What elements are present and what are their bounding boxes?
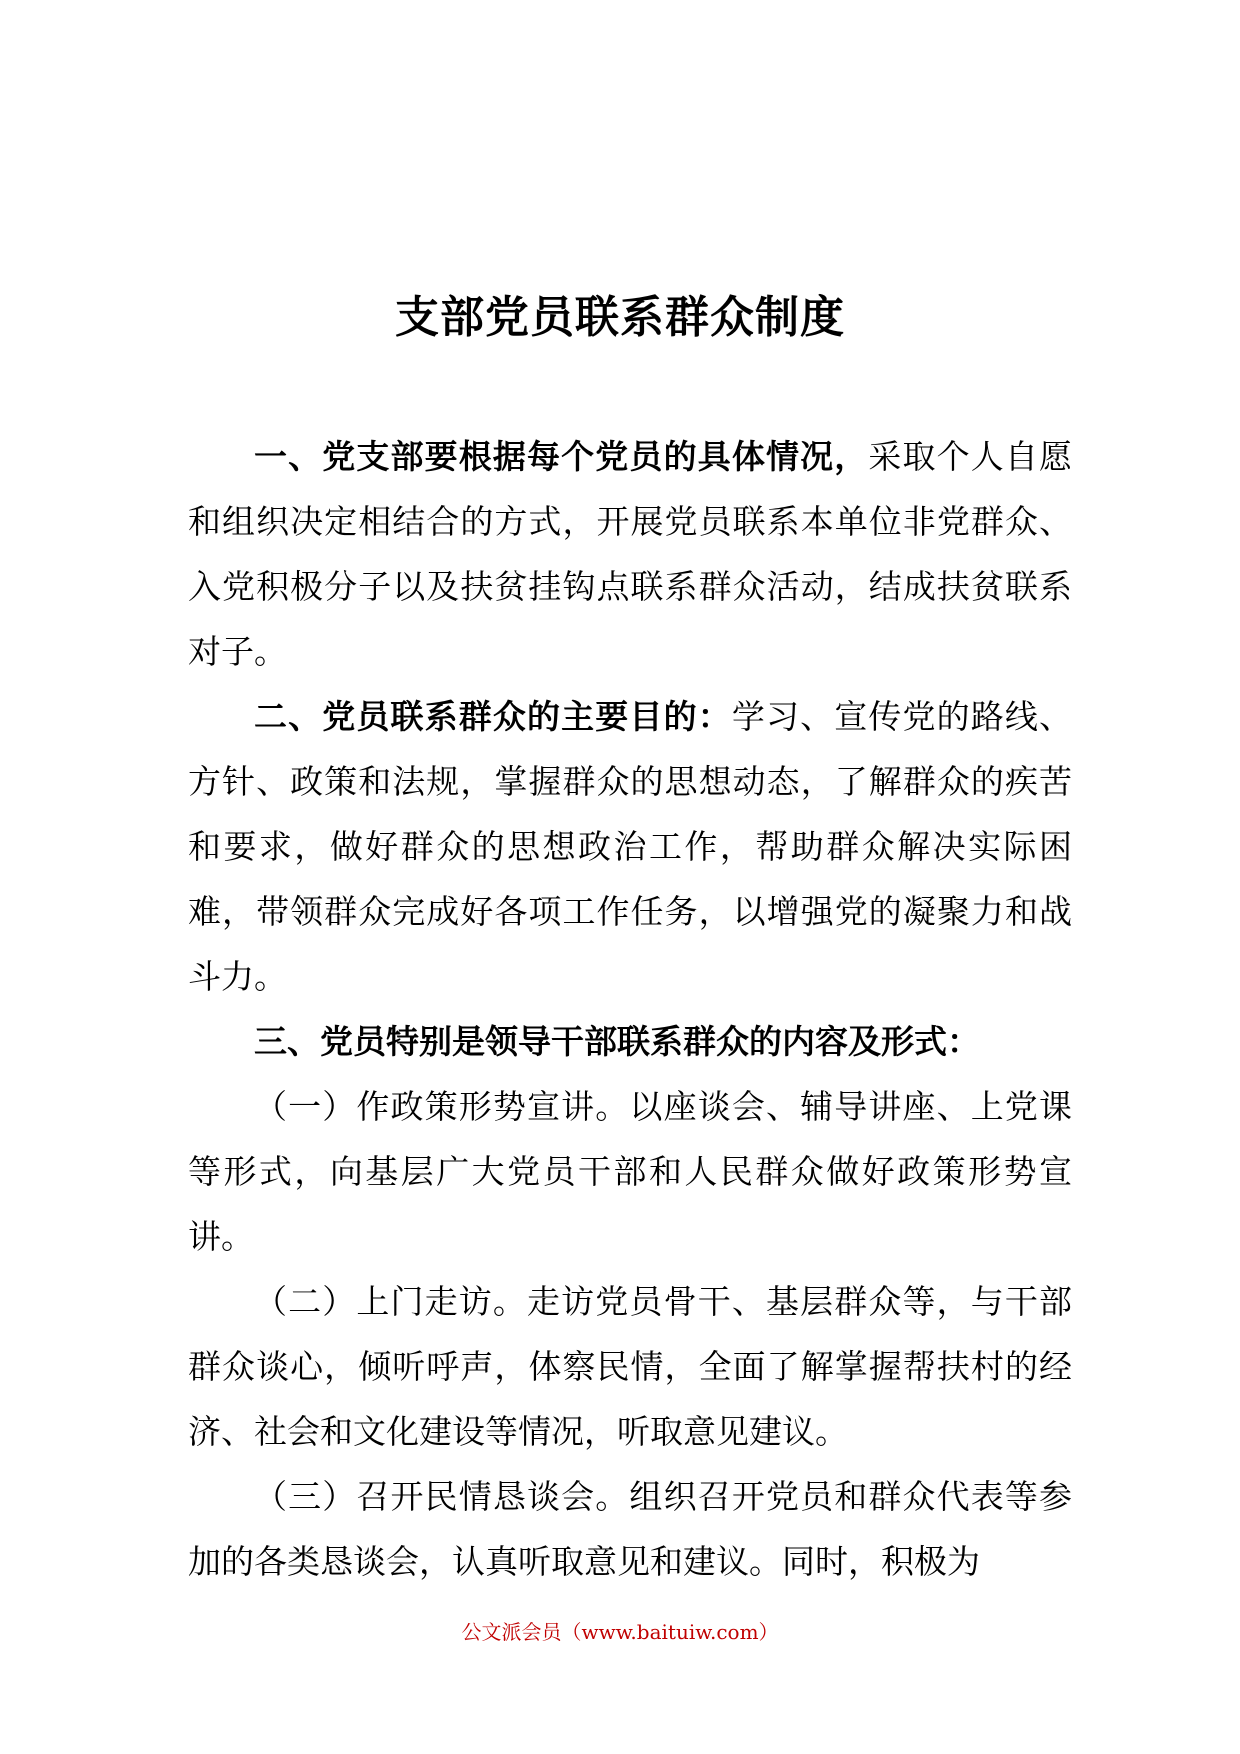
paragraph-3: [188, 1009, 1072, 1074]
paragraph-5-text: （二）上门走访。走访党员骨干、基层群众等，与干部群众谈心，倾听呼声，体察民情，全面了解掌握帮扶村的经济、社会和文化建设等情况，听取意见建议。: [188, 1282, 1072, 1451]
paragraph-1-text: 采取个人自愿和组织决定相结合的方式，开展党员联系本单位非党群众、入党积极分子以及扶贫挂钩点联系群众活动，结成扶贫联系对子。: [188, 437, 1073, 671]
paragraph-5: [188, 1269, 1072, 1464]
document-body: [188, 424, 1072, 1594]
footer-watermark: 公文派会员（www.baituiw.com）: [461, 1620, 779, 1644]
paragraph-1: [188, 424, 1072, 684]
paragraph-2: [188, 684, 1072, 1009]
paragraph-3-lead: 三、党员特别是领导干部联系群众的内容及形式：: [254, 1022, 980, 1061]
paragraph-1-lead: 一、党支部要根据每个党员的具体情况，: [254, 437, 869, 476]
paragraph-2-text: 学习、宣传党的路线、方针、政策和法规，掌握群众的思想动态，了解群众的疾苦和要求，做好群众的思想政治工作，帮助群众解决实际困难，带领群众完成好各项工作任务，以增强党的凝聚力和战斗力。: [188, 697, 1073, 996]
paragraph-4: [188, 1074, 1072, 1269]
paragraph-6-text: （三）召开民情恳谈会。组织召开党员和群众代表等参加的各类恳谈会，认真听取意见和建议。同时，积极为: [188, 1477, 1072, 1581]
paragraph-4-text: （一）作政策形势宣讲。以座谈会、辅导讲座、上党课等形式，向基层广大党员干部和人民群众做好政策形势宣讲。: [188, 1087, 1072, 1256]
document-title: 支部党员联系群众制度: [395, 292, 845, 343]
paragraph-2-lead: 二、党员联系群众的主要目的：: [254, 697, 732, 736]
paragraph-6: [188, 1464, 1072, 1594]
